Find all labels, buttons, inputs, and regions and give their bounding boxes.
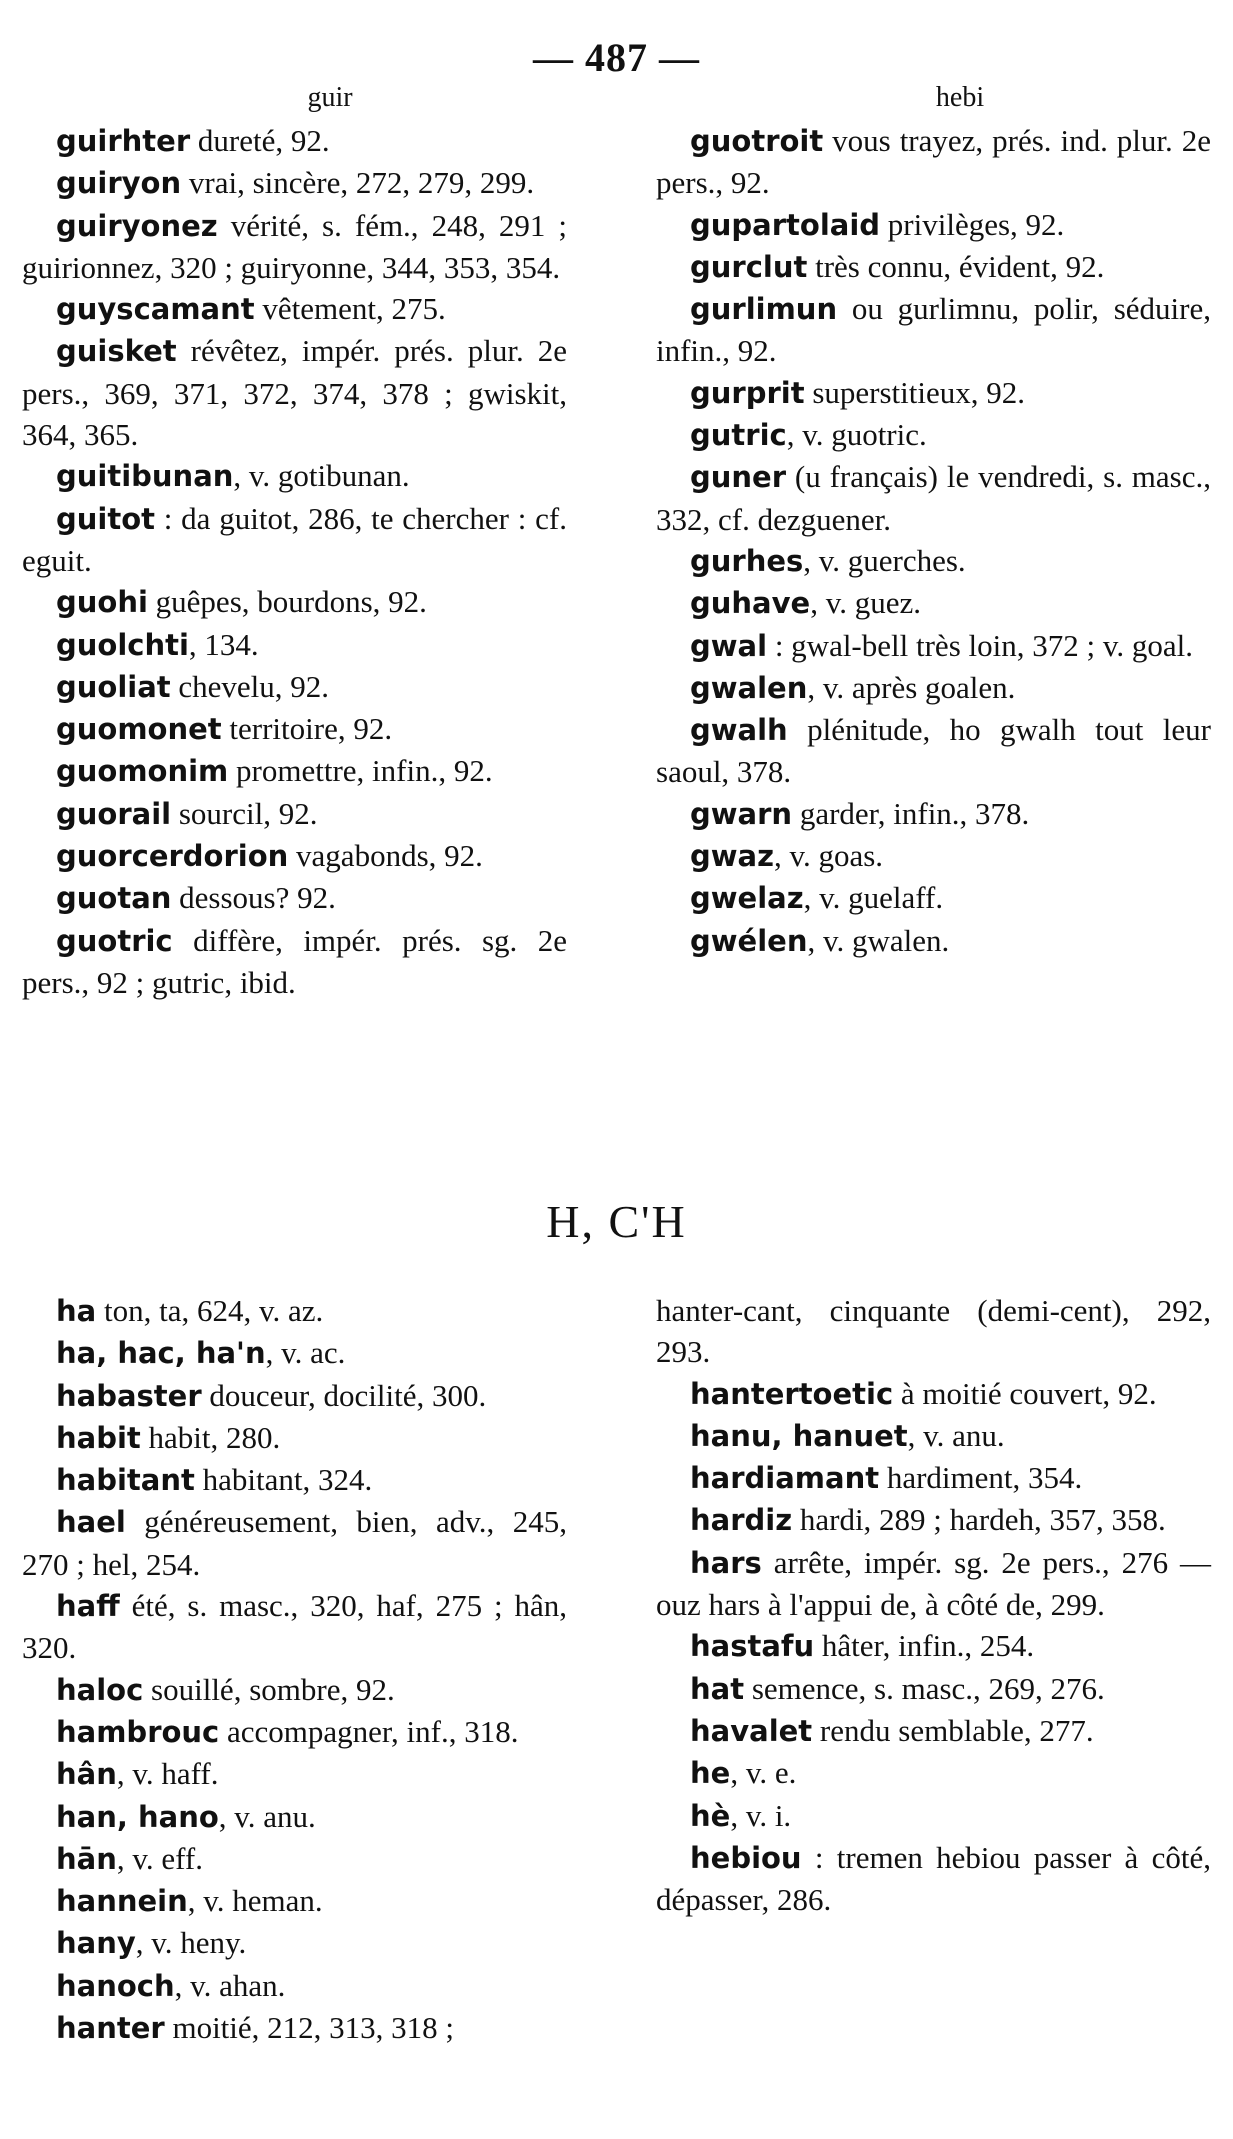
entry-headword: guorcerdorion — [56, 839, 289, 874]
dictionary-entry — [22, 835, 567, 877]
dictionary-entry — [656, 120, 1211, 204]
dictionary-entry — [22, 2007, 567, 2049]
entry-definition: dessous? 92. — [171, 880, 336, 916]
entry-definition: révêtez, impér. prés. plur. 2e pers., 369, 371, 372, 374, 378 ; gwiskit, 364, 365. — [22, 333, 567, 453]
entry-definition: arrête, impér. sg. 2e pers., 276 — ouz hars à l'appui de, à côté de, 299. — [656, 1544, 1211, 1623]
dictionary-entry — [22, 1459, 567, 1501]
entry-headword: hars — [690, 1545, 762, 1580]
entry-headword: gwalh — [690, 713, 788, 748]
dictionary-entry — [656, 1499, 1211, 1541]
entry-definition: douceur, docilité, 300. — [201, 1377, 487, 1413]
dictionary-entry — [656, 1795, 1211, 1837]
dictionary-entry — [22, 288, 567, 330]
entry-definition: , v. guerches. — [803, 542, 966, 578]
entry-definition: , v. e. — [730, 1755, 797, 1791]
entry-definition: , v. après goalen. — [807, 669, 1016, 705]
entry-definition: généreusement, bien, adv., 245, 270 ; hel, 254. — [22, 1504, 567, 1582]
entry-definition: , v. guotric. — [786, 417, 927, 453]
dictionary-entry — [22, 1922, 567, 1964]
dictionary-entry — [656, 1373, 1211, 1415]
entry-headword: gurhes — [690, 543, 804, 578]
entry-headword: habaster — [56, 1378, 202, 1413]
entry-definition: garder, infin., 378. — [792, 795, 1030, 831]
entry-headword: hantertoetic — [690, 1376, 894, 1411]
dictionary-entry — [22, 162, 567, 204]
dictionary-entry — [22, 1585, 567, 1669]
dictionary-entry — [656, 1668, 1211, 1710]
dictionary-entry — [22, 120, 567, 162]
entry-definition: , v. eff. — [116, 1840, 203, 1876]
running-head-left: guir — [307, 82, 353, 113]
entry-definition: habitant, 324. — [194, 1462, 373, 1498]
column-bottom-left — [22, 1290, 567, 2049]
entry-headword: hanter — [56, 2011, 165, 2046]
entry-headword: ha, hac, ha'n — [56, 1336, 266, 1371]
entry-headword: guiryonez — [56, 208, 218, 243]
entry-headword: guirhter — [56, 124, 191, 158]
entry-headword: han, hano — [56, 1799, 219, 1834]
dictionary-entry — [656, 1710, 1211, 1752]
entry-definition: dureté, 92. — [190, 123, 330, 158]
entry-definition: , v. anu. — [907, 1417, 1005, 1453]
entry-definition: , v. haff. — [116, 1756, 219, 1792]
dictionary-entry — [22, 1501, 567, 1585]
entry-definition: : da guitot, 286, te chercher : cf. eguit. — [22, 500, 567, 578]
dictionary-entry — [656, 456, 1211, 540]
entry-headword: gwelaz — [690, 881, 804, 916]
entry-definition: , v. goas. — [774, 838, 884, 874]
entry-headword: hardiz — [690, 1503, 793, 1538]
entry-headword: haff — [56, 1589, 120, 1624]
entry-headword: gurclut — [690, 249, 808, 284]
entry-definition: habit, 280. — [140, 1419, 281, 1455]
entry-definition: hardi, 289 ; hardeh, 357, 358. — [792, 1502, 1166, 1538]
page-number: — 487 — — [533, 35, 700, 80]
entry-headword: gutric — [690, 418, 787, 453]
entry-definition: : tremen hebiou passer à côté, dépasser, 286. — [656, 1839, 1211, 1918]
entry-headword: hanoch — [56, 1968, 175, 2003]
dictionary-entry — [656, 414, 1211, 456]
dictionary-entry — [22, 1965, 567, 2007]
entry-headword: hambrouc — [56, 1714, 220, 1749]
entry-definition: à moitié couvert, 92. — [893, 1375, 1157, 1411]
entry-headword: havalet — [690, 1713, 813, 1748]
dictionary-entry — [22, 1711, 567, 1753]
dictionary-entry — [656, 835, 1211, 877]
entry-definition: accompagner, inf., 318. — [219, 1713, 519, 1749]
dictionary-entry — [22, 455, 567, 497]
entry-definition: , v. heny. — [135, 1925, 247, 1961]
entry-definition: semence, s. masc., 269, 276. — [744, 1670, 1105, 1706]
entry-headword: hany — [56, 1926, 136, 1961]
entry-definition: été, s. masc., 320, haf, 275 ; hân, 320. — [22, 1588, 567, 1666]
entry-headword: gwélen — [690, 923, 808, 958]
dictionary-entry — [22, 666, 567, 708]
entry-definition: hardiment, 354. — [879, 1460, 1083, 1496]
entry-headword: habitant — [56, 1463, 195, 1498]
entry-definition: promettre, infin., 92. — [228, 753, 493, 789]
entry-definition: guêpes, bourdons, 92. — [147, 584, 427, 620]
dictionary-entry — [656, 246, 1211, 288]
dictionary-entry — [22, 1375, 567, 1417]
entry-headword: guyscamant — [56, 292, 255, 327]
dictionary-entry — [656, 1415, 1211, 1457]
entry-headword: guomonim — [56, 754, 229, 789]
entry-definition: rendu semblable, 277. — [812, 1712, 1094, 1748]
dictionary-entry — [656, 877, 1211, 919]
dictionary-entry — [22, 581, 567, 623]
dictionary-entry — [22, 750, 567, 792]
entry-definition: ton, ta, 624, v. az. — [96, 1293, 324, 1328]
entry-headword: hanu, hanuet — [690, 1418, 908, 1453]
entry-definition: souillé, sombre, 92. — [143, 1671, 395, 1707]
dictionary-entry — [22, 624, 567, 666]
entry-headword: he — [690, 1756, 731, 1791]
entry-definition: , v. guelaff. — [803, 880, 944, 916]
dictionary-entry — [22, 793, 567, 835]
entry-definition: hâter, infin., 254. — [814, 1628, 1035, 1664]
entry-headword: guner — [690, 460, 787, 495]
entry-definition: chevelu, 92. — [170, 668, 330, 704]
entry-headword: gwaz — [690, 839, 774, 874]
column-top-left — [22, 120, 567, 1003]
dictionary-entry — [656, 540, 1211, 582]
entry-definition: , v. i. — [730, 1797, 792, 1833]
entry-definition: sourcil, 92. — [171, 795, 318, 831]
entry-definition: : gwal-bell très loin, 372 ; v. goal. — [767, 627, 1193, 663]
entry-definition: vagabonds, 92. — [288, 838, 483, 874]
entry-definition: moitié, 212, 313, 318 ; — [164, 2010, 455, 2046]
entry-definition: , v. anu. — [218, 1798, 316, 1834]
dictionary-entry — [656, 204, 1211, 246]
entry-headword: guitot — [56, 501, 155, 536]
entry-headword: hān — [56, 1841, 117, 1876]
dictionary-entry — [22, 1332, 567, 1374]
entry-headword: guitibunan — [56, 459, 234, 494]
dictionary-entry — [656, 625, 1211, 667]
dictionary-entry — [656, 582, 1211, 624]
entry-definition: territoire, 92. — [221, 711, 393, 747]
dictionary-entry — [22, 1796, 567, 1838]
dictionary-entry — [22, 1290, 567, 1332]
dictionary-entry — [656, 709, 1211, 793]
dictionary-entry — [22, 1753, 567, 1795]
entry-headword: hannein — [56, 1884, 188, 1919]
dictionary-entry — [22, 1880, 567, 1922]
entry-headword: guiryon — [56, 166, 182, 201]
entry-definition: vous trayez, prés. ind. plur. 2e pers., 92. — [656, 123, 1211, 201]
dictionary-entry — [656, 793, 1211, 835]
entry-definition: vêtement, 275. — [254, 291, 446, 327]
entry-headword: guohi — [56, 585, 148, 620]
column-top-right — [656, 120, 1211, 962]
dictionary-entry — [656, 1542, 1211, 1626]
entry-headword: hastafu — [690, 1629, 815, 1664]
entry-definition: , v. ac. — [265, 1335, 346, 1371]
entry-headword: guotan — [56, 881, 172, 916]
entry-headword: hat — [690, 1671, 745, 1706]
dictionary-entry — [656, 1290, 1211, 1373]
entry-headword: gurlimun — [690, 292, 838, 327]
entry-headword: hè — [690, 1798, 731, 1833]
entry-headword: gurprit — [690, 375, 805, 410]
dictionary-entry — [22, 1838, 567, 1880]
entry-definition: , v. guez. — [810, 585, 921, 621]
dictionary-entry — [22, 1669, 567, 1711]
entry-headword: guotroit — [690, 124, 824, 158]
entry-definition: , v. gwalen. — [807, 922, 950, 958]
dictionary-entry — [22, 205, 567, 289]
entry-headword: guhave — [690, 586, 811, 621]
entry-definition: (u français) le vendredi, s. masc., 332, cf. dezguener. — [656, 459, 1211, 537]
entry-headword: guolchti — [56, 627, 189, 662]
entry-headword: gwalen — [690, 670, 808, 705]
dictionary-entry — [22, 1417, 567, 1459]
entry-headword: hân — [56, 1757, 117, 1792]
entry-definition: , 134. — [188, 626, 259, 662]
entry-headword: hardiamant — [690, 1461, 880, 1496]
entry-headword: guomonet — [56, 712, 222, 747]
entry-definition: plénitude, ho gwalh tout leur saoul, 378. — [656, 712, 1211, 790]
entry-headword: guorail — [56, 796, 172, 831]
entry-definition: superstitieux, 92. — [804, 374, 1025, 410]
entry-headword: guotric — [56, 923, 173, 958]
entry-definition: , v. heman. — [187, 1883, 323, 1919]
dictionary-entry — [656, 1837, 1211, 1921]
dictionary-entry — [656, 1625, 1211, 1667]
entry-headword: gwal — [690, 628, 768, 663]
entry-headword: guoliat — [56, 669, 171, 704]
entry-headword: hebiou — [690, 1840, 802, 1875]
section-title: H, C'H — [546, 1196, 687, 1247]
dictionary-entry — [22, 877, 567, 919]
dictionary-entry — [22, 708, 567, 750]
entry-definition: hanter-cant, cinquante (demi-cent), 292, 293. — [656, 1293, 1211, 1370]
dictionary-entry — [22, 920, 567, 1004]
entry-definition: ou gurlimnu, polir, séduire, infin., 92. — [656, 291, 1211, 369]
entry-headword: ha — [56, 1294, 97, 1328]
entry-definition: , v. gotibunan. — [233, 458, 410, 494]
dictionary-entry — [22, 330, 567, 455]
entry-headword: haloc — [56, 1672, 144, 1707]
dictionary-entry — [656, 1752, 1211, 1794]
entry-definition: très connu, évident, 92. — [807, 248, 1105, 284]
dictionary-entry — [656, 372, 1211, 414]
entry-definition: privilèges, 92. — [880, 206, 1065, 242]
entry-headword: gwarn — [690, 796, 793, 831]
entry-headword: habit — [56, 1420, 141, 1455]
dictionary-entry — [656, 288, 1211, 372]
entry-definition: diffère, impér. prés. sg. 2e pers., 92 ; gutric, ibid. — [22, 922, 567, 1000]
entry-definition: vrai, sincère, 272, 279, 299. — [181, 165, 535, 201]
dictionary-entry — [656, 920, 1211, 962]
entry-definition: vérité, s. fém., 248, 291 ; guirionnez, 320 ; guiryonne, 344, 353, 354. — [22, 207, 567, 285]
dictionary-entry — [22, 498, 567, 582]
column-bottom-right — [656, 1290, 1211, 1920]
dictionary-entry — [656, 667, 1211, 709]
entry-headword: guisket — [56, 334, 177, 369]
entry-headword: hael — [56, 1505, 126, 1540]
entry-headword: gupartolaid — [690, 207, 881, 242]
dictionary-entry — [656, 1457, 1211, 1499]
running-head-right: hebi — [935, 82, 985, 113]
entry-definition: , v. ahan. — [174, 1967, 286, 2003]
